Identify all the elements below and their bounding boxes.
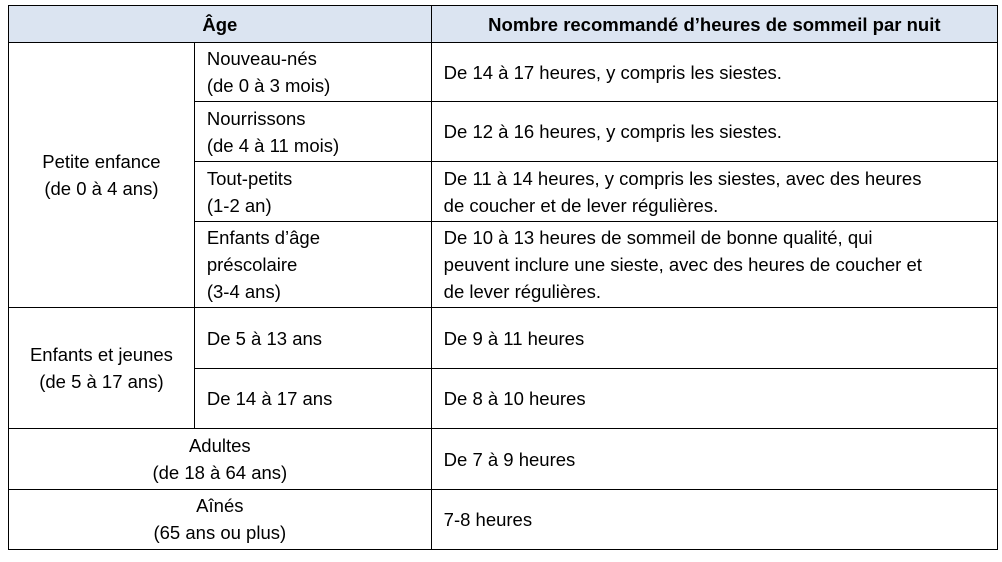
- recommendation-line: De 9 à 11 heures: [443, 327, 585, 349]
- table-row: [9, 429, 998, 489]
- recommendation: [431, 369, 997, 429]
- recommendation-line: 7-8 heures: [443, 508, 533, 530]
- recommendation-line: de coucher et de lever régulières.: [443, 194, 719, 216]
- age-subgroup-line: (de 4 à 11 mois): [206, 134, 340, 156]
- recommendation: [431, 102, 997, 162]
- age-subgroup-line: De 14 à 17 ans: [206, 388, 333, 410]
- recommendation: [431, 429, 997, 489]
- recommendation-line: De 12 à 16 heures, y compris les siestes.: [443, 121, 782, 143]
- sleep-recommendations-table: [8, 5, 998, 550]
- table-row: [9, 43, 998, 102]
- group-label-line: Adultes: [188, 435, 251, 457]
- age-subgroup-line: Enfants d’âge: [206, 226, 320, 248]
- group-label-line: (de 18 à 64 ans): [152, 462, 288, 484]
- age-subgroup-line: (1-2 an): [206, 194, 272, 216]
- recommendation: [431, 489, 997, 549]
- recommendation-line: peuvent inclure une sieste, avec des heures de coucher et: [443, 253, 922, 275]
- group-label-children-youth: [9, 308, 195, 429]
- group-label-line: (de 0 à 4 ans): [44, 178, 159, 199]
- recommendation: [431, 308, 997, 369]
- header-age: Âge: [9, 6, 432, 43]
- recommendation-line: De 10 à 13 heures de sommeil de bonne qualité, qui: [443, 226, 873, 248]
- recommendation: [431, 162, 997, 221]
- age-subgroup: [194, 221, 431, 307]
- age-subgroup: [194, 102, 431, 162]
- age-subgroup-line: préscolaire: [206, 253, 298, 275]
- group-label-line: (de 5 à 17 ans): [39, 371, 164, 393]
- age-subgroup-line: (3-4 ans): [206, 280, 281, 302]
- group-label-line: Aînés: [196, 495, 244, 517]
- recommendation-line: de lever régulières.: [443, 280, 601, 302]
- age-subgroup: [194, 369, 431, 429]
- header-sleep-hours: Nombre recommandé d’heures de sommeil par nuit: [431, 6, 997, 43]
- age-subgroup-line: (de 0 à 3 mois): [206, 75, 331, 97]
- age-subgroup: [194, 162, 431, 221]
- table-row: [9, 308, 998, 369]
- group-label-line: Enfants et jeunes: [29, 344, 173, 366]
- group-label-line: Petite enfance: [42, 151, 161, 172]
- age-subgroup-line: Nouveau-nés: [206, 48, 317, 70]
- age-subgroup-line: Tout-petits: [206, 167, 293, 189]
- age-subgroup: [194, 308, 431, 369]
- header-row: [9, 6, 998, 43]
- recommendation: [431, 221, 997, 307]
- recommendation-line: De 14 à 17 heures, y compris les siestes.: [443, 61, 782, 83]
- recommendation-line: De 7 à 9 heures: [443, 448, 576, 470]
- recommendation-line: De 11 à 14 heures, y compris les siestes, avec des heures: [443, 167, 922, 189]
- group-label-line: (65 ans ou plus): [153, 522, 287, 544]
- age-subgroup-line: Nourrissons: [206, 107, 306, 129]
- age-subgroup: [194, 43, 431, 102]
- recommendation: [431, 43, 997, 102]
- recommendation-line: De 8 à 10 heures: [443, 388, 586, 410]
- group-label-adults: [9, 429, 432, 489]
- group-label-seniors: [9, 489, 432, 549]
- table-row: [9, 489, 998, 549]
- age-subgroup-line: De 5 à 13 ans: [206, 327, 323, 349]
- group-label-early-childhood: [9, 43, 195, 308]
